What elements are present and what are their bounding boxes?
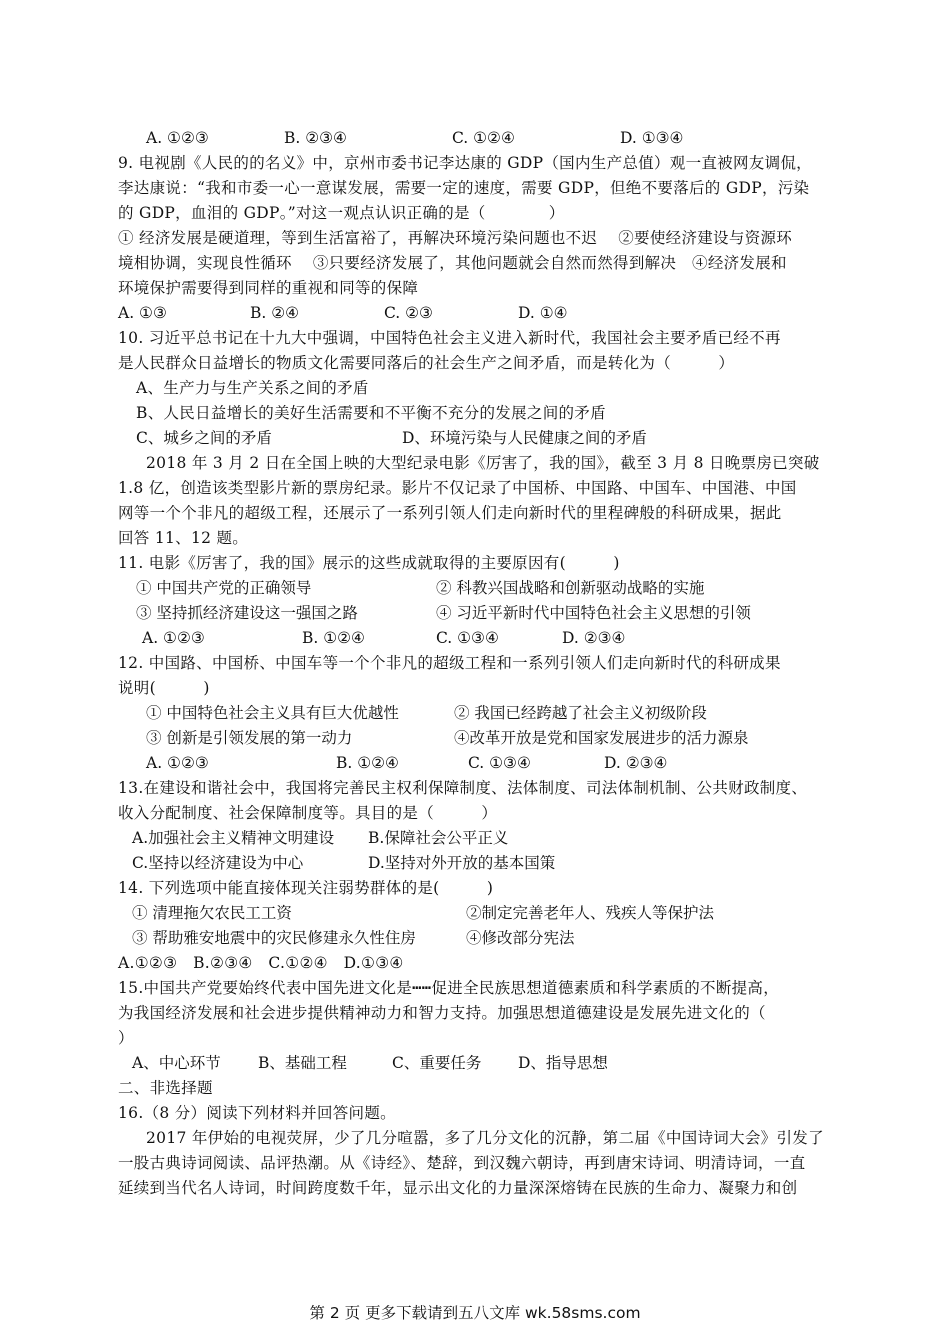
q9-line: 的 GDP，血泪的 GDP。”对这一观点认识正确的是（ ） — [118, 204, 565, 222]
q11-stem: 11. 电影《厉害了，我的国》展示的这些成就取得的主要原因有( ) — [118, 554, 620, 572]
q15-option-a: A、中心环节 — [132, 1054, 221, 1072]
q12-item: ③ 创新是引领发展的第一动力 — [146, 729, 353, 747]
q15-option-b: B、基础工程 — [258, 1054, 347, 1072]
q15-option-c: C、重要任务 — [392, 1054, 482, 1072]
q12-item: ② 我国已经跨越了社会主义初级阶段 — [454, 704, 707, 722]
q11-item: ① 中国共产党的正确领导 — [136, 579, 312, 597]
q13-option-d: D.坚持对外开放的基本国策 — [368, 854, 556, 872]
q15-line: ） — [118, 1029, 134, 1047]
q16-line: 延续到当代名人诗词，时间跨度数千年，显示出文化的力量深深熔铸在民族的生命力、凝聚力和创 — [118, 1179, 798, 1197]
q14-options: A.①②③ B.②③④ C.①②④ D.①③④ — [118, 954, 404, 972]
q10-option-a: A、生产力与生产关系之间的矛盾 — [136, 379, 369, 397]
q10-line: 是人民群众日益增长的物质文化需要同落后的社会生产之间矛盾，而是转化为（ ） — [118, 354, 735, 372]
q8-option-b: B. ②③④ — [284, 129, 347, 147]
q9-line: 境相协调，实现良性循环 ③只要经济发展了，其他问题就会自然而然得到解决 ④经济发展和 — [118, 254, 787, 272]
q11-item: ② 科教兴国战略和创新驱动战略的实施 — [436, 579, 705, 597]
q9-line: 环境保护需要得到同样的重视和同等的保障 — [118, 279, 419, 297]
q12-option-a: A. ①②③ — [146, 754, 209, 772]
q11-item: ③ 坚持抓经济建设这一强国之路 — [136, 604, 358, 622]
q13-line: 收入分配制度、社会保障制度等。具目的是（ ） — [118, 804, 498, 822]
q9-option-d: D. ①④ — [518, 304, 568, 322]
q12-option-b: B. ①②④ — [336, 754, 399, 772]
q10-line: 10. 习近平总书记在十九大中强调，中国特色社会主义进入新时代，我国社会主要矛盾已经不再 — [118, 329, 781, 347]
q12-line: 说明( ) — [118, 679, 210, 697]
q12-option-d: D. ②③④ — [604, 754, 668, 772]
q16-line: 一股古典诗词阅读、品评热潮。从《诗经》、楚辞，到汉魏六朝诗，再到唐宋诗词、明清诗词，一直 — [118, 1154, 806, 1172]
q9-line: 李达康说：“我和市委一心一意谋发展，需要一定的速度，需要 GDP，但绝不要落后的 GDP，污染 — [118, 179, 810, 197]
passage-line: 网等一个个非凡的超级工程，还展示了一系列引领人们走向新时代的里程碑般的科研成果，据此 — [118, 504, 782, 522]
q9-line: 9. 电视剧《人民的的名义》中，京州市委书记李达康的 GDP（国内生产总值）观一直被网友调侃， — [118, 154, 812, 172]
q14-item: ②制定完善老年人、残疾人等保护法 — [466, 904, 715, 922]
q15-line: 15.中国共产党要始终代表中国先进文化是┅┅促进全民族思想道德素质和科学素质的不断提高， — [118, 979, 780, 997]
q9-line: ① 经济发展是硬道理，等到生活富裕了，再解决环境污染问题也不迟 ②要使经济建设与资源环 — [118, 229, 793, 247]
passage-line: 回答 11、12 题。 — [118, 529, 249, 547]
q16-stem: 16.（8 分）阅读下列材料并回答问题。 — [118, 1104, 396, 1122]
q10-option-d: D、环境污染与人民健康之间的矛盾 — [402, 429, 647, 447]
q14-item: ③ 帮助雅安地震中的灾民修建永久性住房 — [132, 929, 416, 947]
q12-line: 12. 中国路、中国桥、中国车等一个个非凡的超级工程和一系列引领人们走向新时代的科研成果 — [118, 654, 781, 672]
q14-item: ① 清理拖欠农民工工资 — [132, 904, 292, 922]
q11-option-c: C. ①③④ — [436, 629, 499, 647]
q12-option-c: C. ①③④ — [468, 754, 531, 772]
section-heading: 二、非选择题 — [118, 1079, 213, 1097]
q16-line: 2017 年伊始的电视荧屏，少了几分喧嚣，多了几分文化的沉静，第二届《中国诗词大会》引发了 — [146, 1129, 824, 1147]
q9-option-b: B. ②④ — [250, 304, 300, 322]
passage-line: 1.8 亿，创造该类型影片新的票房纪录。影片不仅记录了中国桥、中国路、中国车、中国港、中国 — [118, 479, 797, 497]
q15-line: 为我国经济发展和社会进步提供精神动力和智力支持。加强思想道德建设是发展先进文化的（ — [118, 1004, 766, 1022]
q15-option-d: D、指导思想 — [518, 1054, 608, 1072]
q12-item: ④改革开放是党和国家发展进步的活力源泉 — [454, 729, 749, 747]
q9-option-a: A. ①③ — [118, 304, 167, 322]
page-footer: 第 2 页 更多下载请到五八文库 wk.58sms.com — [309, 1304, 641, 1322]
q9-option-c: C. ②③ — [384, 304, 433, 322]
q11-option-d: D. ②③④ — [562, 629, 626, 647]
q14-item: ④修改部分宪法 — [466, 929, 575, 947]
q12-item: ① 中国特色社会主义具有巨大优越性 — [146, 704, 399, 722]
q10-option-c: C、城乡之间的矛盾 — [136, 429, 272, 447]
q11-option-b: B. ①②④ — [302, 629, 365, 647]
q11-item: ④ 习近平新时代中国特色社会主义思想的引领 — [436, 604, 751, 622]
q8-option-d: D. ①③④ — [620, 129, 684, 147]
q13-option-b: B.保障社会公平正义 — [368, 829, 509, 847]
q13-option-c: C.坚持以经济建设为中心 — [132, 854, 304, 872]
q13-line: 13.在建设和谐社会中，我国将完善民主权利保障制度、法体制度、司法体制机制、公共财政制度、 — [118, 779, 808, 797]
q11-option-a: A. ①②③ — [142, 629, 205, 647]
q10-option-b: B、人民日益增长的美好生活需要和不平衡不充分的发展之间的矛盾 — [136, 404, 606, 422]
q8-option-a: A. ①②③ — [146, 129, 209, 147]
passage-line: 2018 年 3 月 2 日在全国上映的大型纪录电影《厉害了，我的国》，截至 3 月 8 日晚票房已突破 — [146, 454, 820, 472]
q13-option-a: A.加强社会主义精神文明建设 — [132, 829, 335, 847]
q8-option-c: C. ①②④ — [452, 129, 515, 147]
q14-stem: 14. 下列选项中能直接体现关注弱势群体的是( ) — [118, 879, 494, 897]
